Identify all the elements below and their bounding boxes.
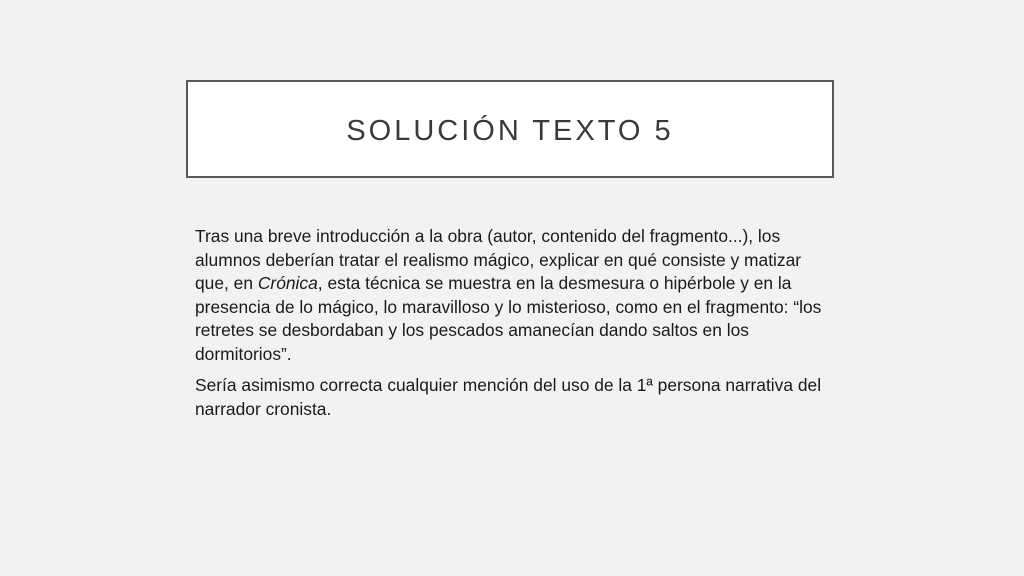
paragraph-1-text-end: , esta técnica se muestra en la desmesura o hipérbole y en la presencia de lo mágico, lo maravilloso y lo misterioso, como en el fragmento: “los retretes se desbordaban y los pescados amanecían dando saltos en los dormitorios”.	[195, 273, 822, 364]
paragraph-1-text-start: Tras una breve introducción a la obra (autor, contenido del fragmento...), los alumnos deberían tratar el realismo mágico, explicar en qué consiste y matizar que, en	[195, 226, 802, 293]
paragraph-2: Sería asimismo correcta cualquier mención del uso de la 1ª persona narrativa del narrador cronista.	[195, 375, 822, 419]
slide-title: SOLUCIÓN TEXTO 5	[346, 114, 674, 147]
paragraph-1-italic-title: Crónica	[257, 273, 318, 293]
title-box	[186, 80, 834, 178]
slide-body	[195, 225, 835, 429]
paragraph-1	[195, 225, 835, 366]
